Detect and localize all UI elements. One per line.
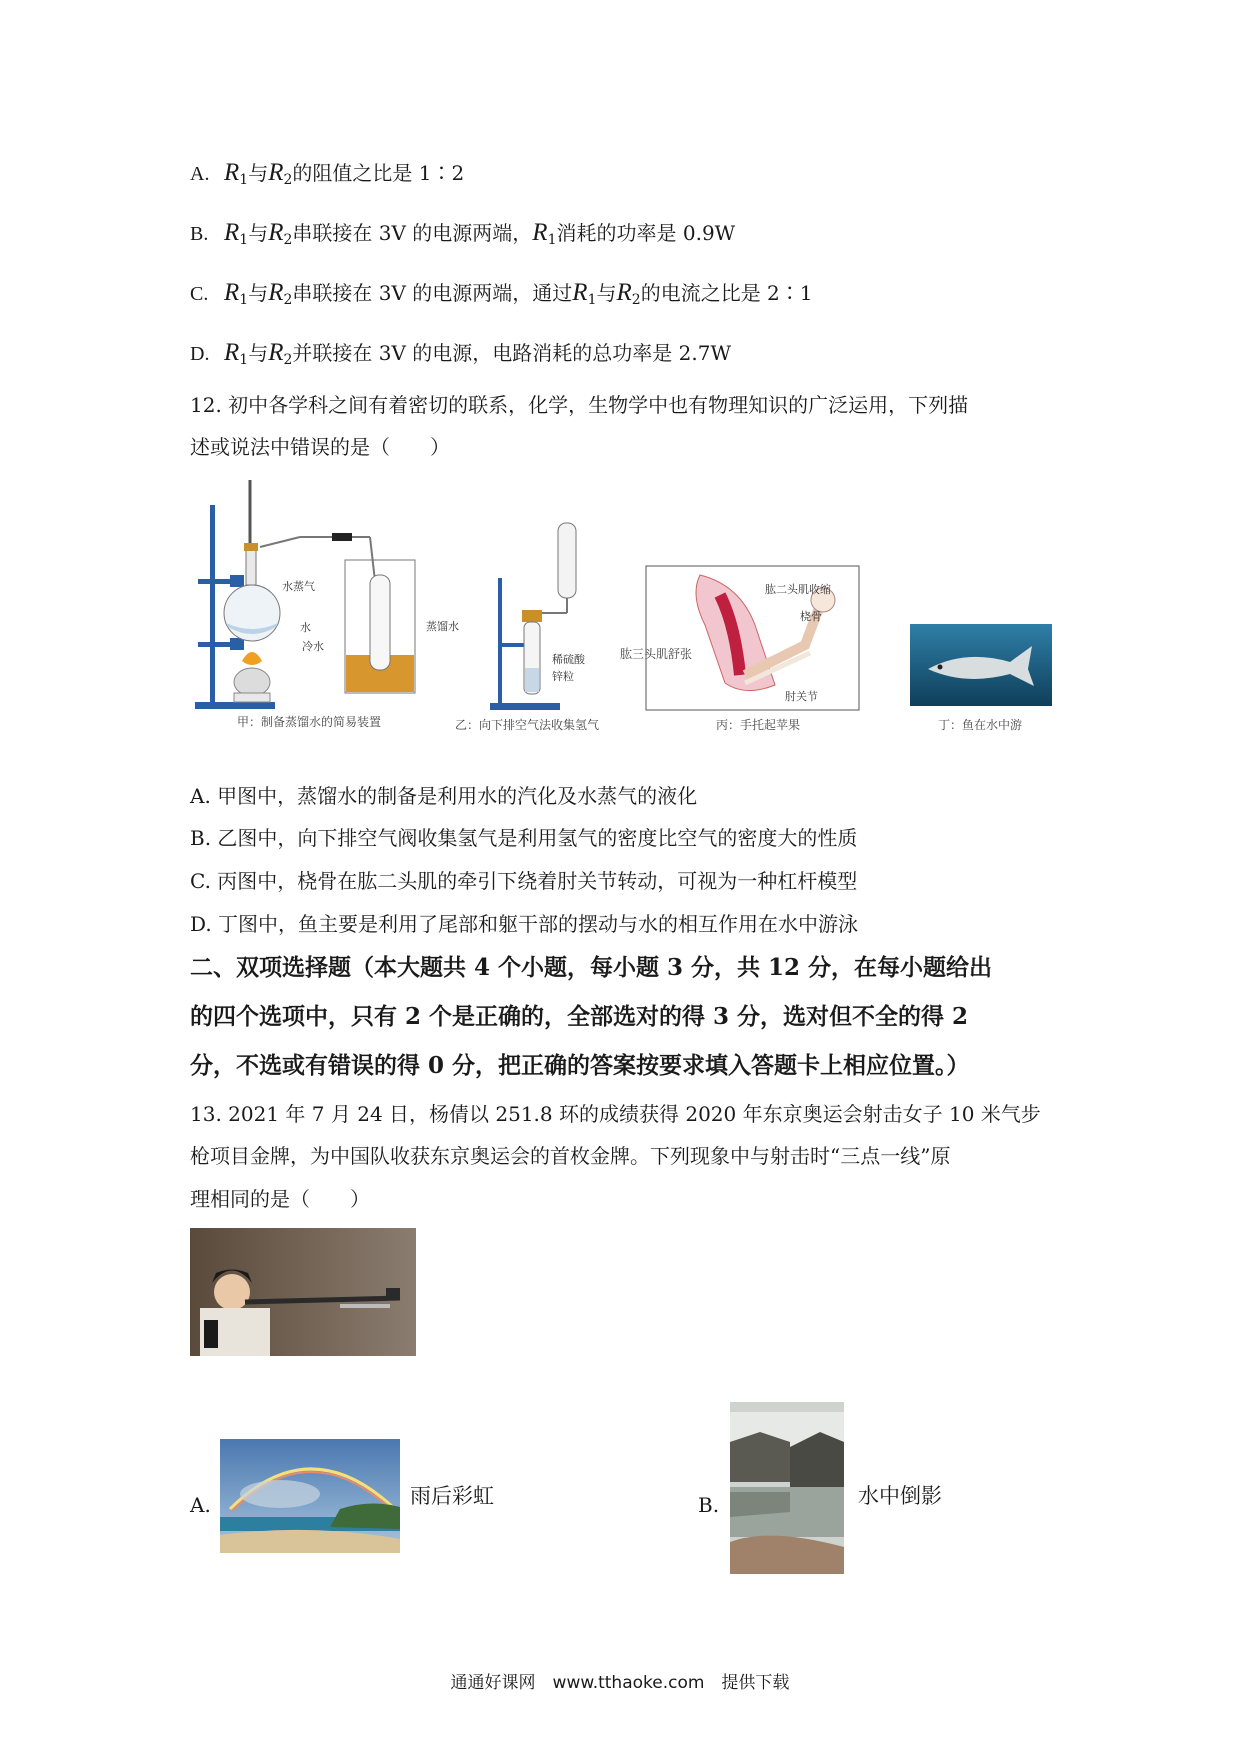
caption-yi: 乙：向下排空气法收集氢气 (455, 718, 600, 732)
q13-stem-line2: 枪项目金牌，为中国队收获东京奥运会的首枚金牌。下列现象中与射击时“三点一线”原 (190, 1144, 951, 1168)
q11-option-d: D. $R_1$与$R_2$并联接在 3V 的电源，电路消耗的总功率是 2.7W (190, 339, 732, 368)
label-triceps-relax: 肱三头肌舒张 (620, 647, 693, 661)
distillation-apparatus-figure (190, 475, 510, 715)
shooter-photo (190, 1228, 416, 1356)
label-radius: 桡骨 (800, 610, 822, 623)
caption-jia: 甲：制备蒸馏水的简易装置 (237, 715, 382, 729)
reflection-photo (730, 1402, 844, 1574)
label-dilute-acid: 稀硫酸 (552, 653, 585, 666)
page-footer: 通通好课网 www.tthaoke.com 提供下载 (450, 1673, 790, 1693)
q13-option-a-label: A. (190, 1493, 211, 1517)
hydrogen-collection-figure (470, 518, 610, 718)
section2-heading-line1: 二、双项选择题（本大题共 4 个小题，每小题 3 分，共 12 分，在每小题给出 (190, 954, 993, 981)
label-distilled-water: 蒸馏水 (426, 620, 459, 633)
section2-heading-line3: 分，不选或有错误的得 0 分，把正确的答案按要求填入答题卡上相应位置。） (190, 1052, 970, 1079)
q13-option-b-label: B. (698, 1493, 720, 1517)
q11-option-b: B. $R_1$与$R_2$串联接在 3V 的电源两端，$R_1$消耗的功率是 0.9W (190, 219, 736, 248)
q11-option-a: A. $R_1$与$R_2$的阻值之比是 1∶2 (190, 159, 465, 188)
q13-option-a-text: 雨后彩虹 (410, 1484, 494, 1508)
rainbow-photo (220, 1439, 400, 1553)
fish-photo (910, 624, 1052, 706)
section2-heading-line2: 的四个选项中，只有 2 个是正确的，全部选对的得 3 分，选对但不全的得 2 (190, 1003, 969, 1030)
q12-option-c: C. 丙图中，桡骨在肱二头肌的牵引下绕着肘关节转动，可视为一种杠杆模型 (190, 869, 858, 893)
caption-bing: 丙：手托起苹果 (716, 718, 801, 732)
q13-stem-line3: 理相同的是（ ） (190, 1187, 370, 1211)
q12-stem-line2: 述或说法中错误的是（ ） (190, 435, 450, 459)
q12-option-a: A. 甲图中，蒸馏水的制备是利用水的汽化及水蒸气的液化 (190, 784, 698, 808)
q12-option-d: D. 丁图中，鱼主要是利用了尾部和躯干部的摆动与水的相互作用在水中游泳 (190, 912, 859, 936)
label-steam: 水蒸气 (282, 580, 315, 593)
label-cold-water: 冷水 (302, 640, 324, 653)
q12-option-b: B. 乙图中，向下排空气阀收集氢气是利用氢气的密度比空气的密度大的性质 (190, 826, 858, 850)
q12-stem-line1: 12. 初中各学科之间有着密切的联系，化学，生物学中也有物理知识的广泛运用，下列描 (190, 393, 969, 417)
label-biceps-contract: 肱二头肌收缩 (765, 583, 831, 596)
label-elbow: 肘关节 (785, 690, 818, 703)
label-water: 水 (300, 621, 311, 634)
q11-option-c: C. $R_1$与$R_2$串联接在 3V 的电源两端，通过$R_1$与$R_2$的电流之比是 2∶1 (190, 279, 813, 308)
caption-ding: 丁：鱼在水中游 (938, 718, 1023, 732)
q13-stem-line1: 13. 2021 年 7 月 24 日，杨倩以 251.8 环的成绩获得 2020 年东京奥运会射击女子 10 米气步 (190, 1102, 1041, 1126)
arm-anatomy-figure (645, 565, 860, 711)
q13-option-b-text: 水中倒影 (858, 1484, 942, 1508)
label-zinc: 锌粒 (552, 670, 574, 683)
